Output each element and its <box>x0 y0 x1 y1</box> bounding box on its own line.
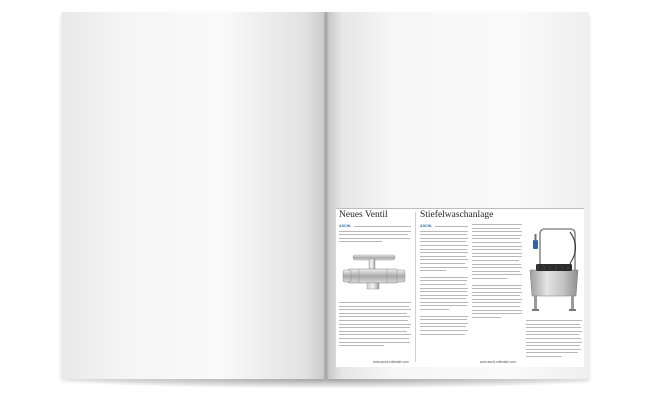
right-page <box>326 12 588 379</box>
article-1-body-text <box>339 302 411 349</box>
article-stiefelwaschanlage <box>420 210 582 366</box>
column-divider <box>415 212 416 362</box>
kicker-article-2: ASCHL <box>420 224 433 228</box>
article-2-column-1-text <box>420 224 468 337</box>
article-2-column-2-text <box>472 224 522 320</box>
headline-stiefelwaschanlage: Stiefelwaschanlage <box>420 210 494 220</box>
url-article-2: www.aschl-edelstahl.com <box>480 360 516 364</box>
valve-photo-icon <box>339 249 411 299</box>
article-strip <box>336 208 584 367</box>
article-1-intro-text <box>339 224 411 245</box>
book-spine <box>323 12 329 379</box>
article-2-column-3-text <box>526 320 582 360</box>
url-article-1: www.aschl-edelstahl.com <box>373 360 409 364</box>
article-neues-ventil <box>339 210 411 366</box>
boot-washer-photo-icon <box>526 224 582 316</box>
left-page <box>62 12 326 379</box>
kicker-article-1: ASCHL <box>339 224 352 228</box>
headline-neues-ventil: Neues Ventil <box>339 210 388 220</box>
